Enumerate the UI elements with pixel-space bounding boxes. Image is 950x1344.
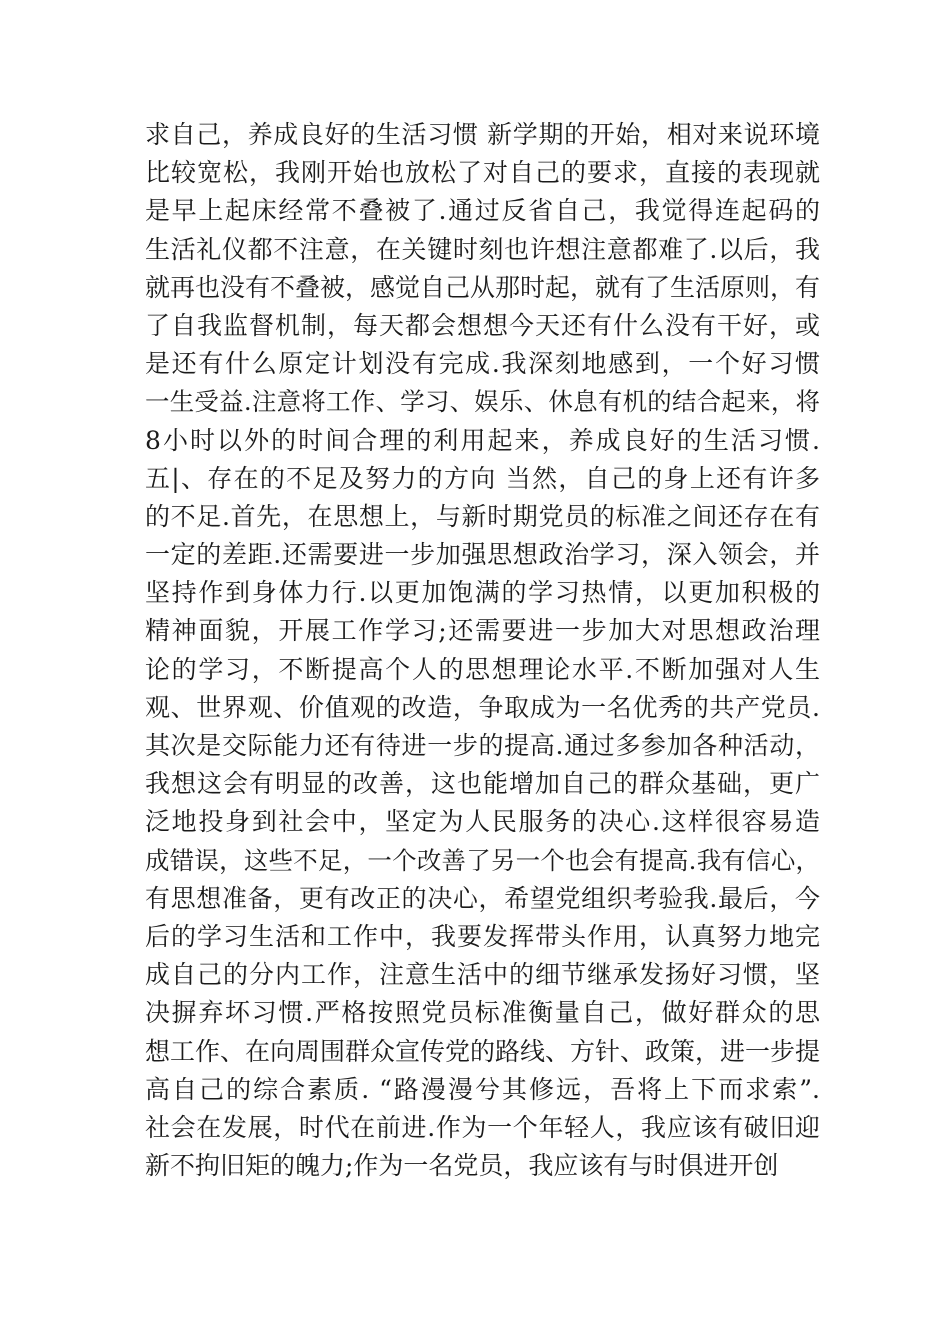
- text-line: 求自己，养成良好的生活习惯 新学期的开始，相对来说环境: [145, 120, 820, 149]
- text-line: 决摒弃坏习惯.严格按照党员标准衡量自己，做好群众的思: [145, 998, 820, 1028]
- text-line: 社会在发展，时代在前进.作为一个年轻人，我应该有破旧迎: [145, 1112, 820, 1142]
- text-line: 有思想准备，更有改正的决心，希望党组织考验我.最后，今: [145, 883, 820, 913]
- text-line: 我想这会有明显的改善，这也能增加自己的群众基础，更广: [145, 769, 820, 799]
- body-text: [145, 116, 820, 1185]
- text-line: 8小时以外的时间合理的利用起来，养成良好的生活习惯.: [145, 425, 820, 455]
- text-line: 一生受益.注意将工作、学习、娱乐、休息有机的结合起来，将: [145, 387, 820, 417]
- text-line: 是早上起床经常不叠被了.通过反省自己，我觉得连起码的: [145, 196, 820, 226]
- text-line: 想工作、在向周围群众宣传党的路线、方针、政策，进一步提: [145, 1036, 821, 1066]
- text-line: 新不拘旧矩的魄力;作为一名党员，我应该有与时俱进开创: [145, 1151, 779, 1181]
- text-line: 一定的差距.还需要进一步加强思想政治学习，深入领会，并: [145, 540, 820, 570]
- text-line: 泛地投身到社会中，坚定为人民服务的决心.这样很容易造: [145, 807, 820, 837]
- text-line: 了自我监督机制，每天都会想想今天还有什么没有干好，或: [145, 310, 820, 340]
- text-line: 的不足.首先，在思想上，与新时期党员的标准之间还存在有: [145, 501, 820, 531]
- text-line: 精神面貌，开展工作学习;还需要进一步加大对思想政治理: [145, 616, 820, 646]
- text-line: 论的学习，不断提高个人的思想理论水平.不断加强对人生: [145, 654, 820, 684]
- text-line: 其次是交际能力还有待进一步的提高.通过多参加各种活动，: [145, 731, 820, 760]
- text-line: 生活礼仪都不注意，在关键时刻也许想注意都难了.以后，我: [145, 234, 820, 264]
- text-line: 是还有什么原定计划没有完成.我深刻地感到，一个好习惯: [145, 349, 820, 379]
- text-line: 成自己的分内工作，注意生活中的细节继承发扬好习惯，坚: [145, 960, 820, 990]
- text-line: 就再也没有不叠被，感觉自己从那时起，就有了生活原则，有: [145, 272, 821, 302]
- text-line: 五|、存在的不足及努力的方向 当然，自己的身上还有许多: [145, 463, 820, 493]
- text-line: 比较宽松，我刚开始也放松了对自己的要求，直接的表现就: [145, 158, 820, 188]
- text-line: 观、世界观、价值观的改造，争取成为一名优秀的共产党员.: [145, 692, 820, 722]
- text-line: 成错误，这些不足，一个改善了另一个也会有提高.我有信心，: [145, 845, 820, 875]
- text-line: 坚持作到身体力行.以更加饱满的学习热情，以更加积极的: [145, 578, 820, 608]
- text-line: 后的学习生活和工作中，我要发挥带头作用，认真努力地完: [145, 921, 820, 951]
- text-line: 高自己的综合素质. “路漫漫兮其修远，吾将上下而求索”.: [145, 1074, 820, 1104]
